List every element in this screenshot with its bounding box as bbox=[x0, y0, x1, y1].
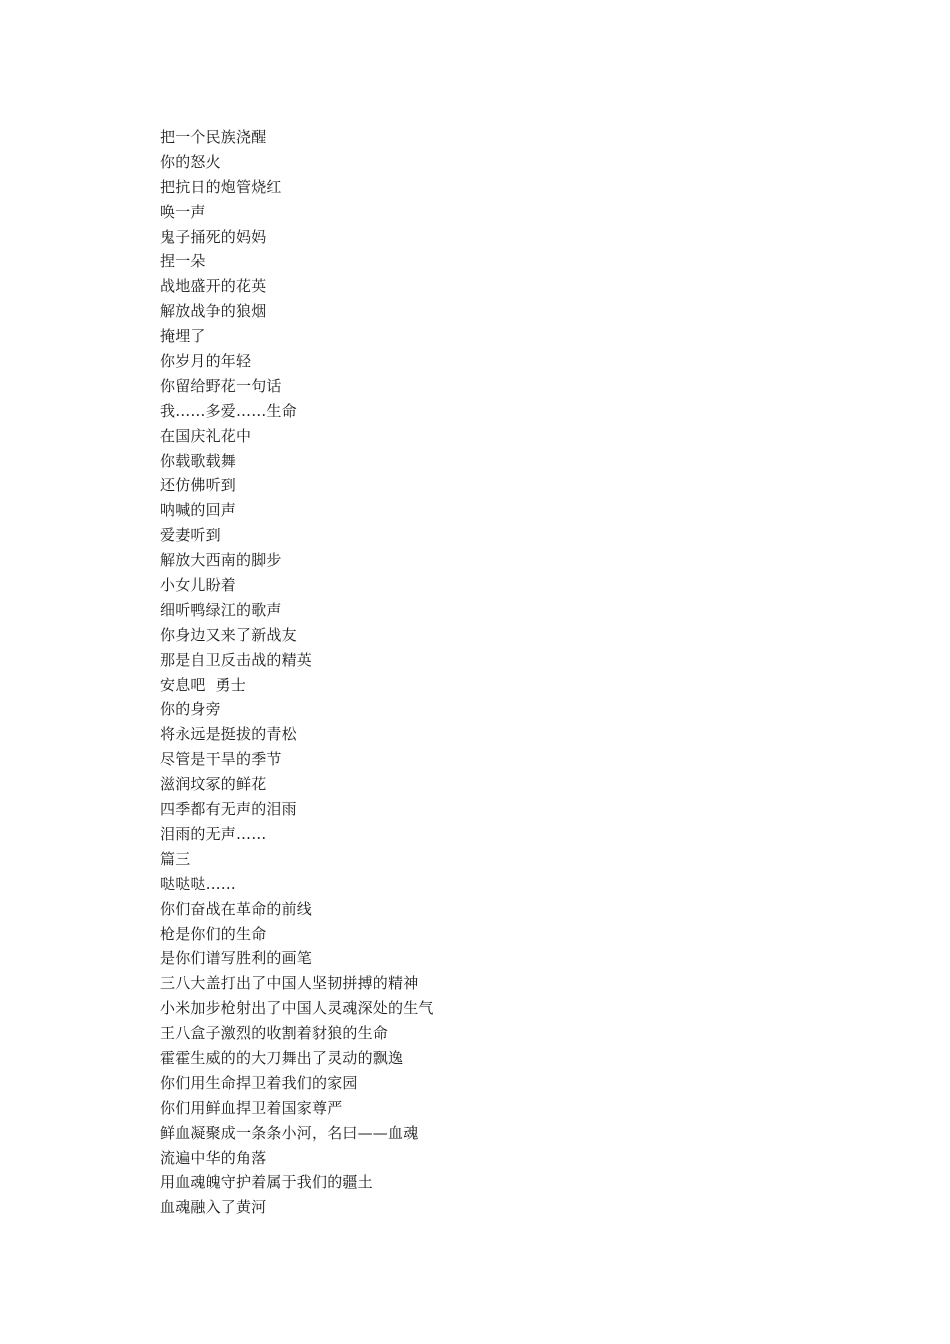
poem-line: 将永远是挺拔的青松 bbox=[160, 725, 297, 744]
poem-line: 在国庆礼花中 bbox=[160, 426, 252, 445]
poem-line: 你的怒火 bbox=[160, 152, 221, 171]
poem-line: 那是自卫反击战的精英 bbox=[160, 650, 313, 669]
poem-line: 用血魂魄守护着属于我们的疆土 bbox=[160, 1173, 373, 1192]
poem-line: 你们奋战在革命的前线 bbox=[160, 899, 313, 918]
poem-line: 三八大盖打出了中国人坚韧拼搏的精神 bbox=[160, 974, 419, 993]
poem-line: 你载歌载舞 bbox=[160, 451, 237, 470]
poem-line: 你的身旁 bbox=[160, 700, 221, 719]
poem-line: 唤一声 bbox=[160, 202, 206, 221]
poem-line: 你岁月的年轻 bbox=[160, 352, 252, 371]
poem-line: 我……多爱……生命 bbox=[160, 401, 297, 420]
poem-line: 把一个民族浇醒 bbox=[160, 128, 267, 146]
poem-line: 还仿佛听到 bbox=[160, 476, 237, 495]
poem-line: 四季都有无声的泪雨 bbox=[160, 800, 297, 819]
poem-line: 爱妻听到 bbox=[160, 526, 221, 545]
poem-line: 是你们谱写胜利的画笔 bbox=[160, 949, 313, 968]
poem-text bbox=[160, 125, 860, 1220]
poem-line: 你们用生命捍卫着我们的家园 bbox=[160, 1073, 358, 1092]
poem-line: 鬼子捅死的妈妈 bbox=[160, 227, 267, 246]
poem-line: 小女儿盼着 bbox=[160, 576, 237, 595]
poem-line: 王八盒子激烈的收割着豺狼的生命 bbox=[160, 1024, 389, 1043]
poem-line: 战地盛开的花英 bbox=[160, 277, 267, 296]
section-heading: 篇三 bbox=[160, 849, 191, 868]
poem-line: 你身边又来了新战友 bbox=[160, 625, 297, 644]
poem-line: 掩埋了 bbox=[160, 327, 206, 346]
poem-line: 解放战争的狼烟 bbox=[160, 302, 267, 321]
poem-line: 小米加步枪射出了中国人灵魂深处的生气 bbox=[160, 999, 434, 1018]
poem-line: 细听鸭绿江的歌声 bbox=[160, 600, 282, 619]
poem-line: 鲜血凝聚成一条条小河，名曰——血魂 bbox=[160, 1123, 419, 1142]
poem-line: 解放大西南的脚步 bbox=[160, 551, 282, 570]
poem-line: 尽管是干旱的季节 bbox=[160, 750, 282, 769]
poem-line: 把抗日的炮管烧红 bbox=[160, 177, 282, 196]
poem-line: 滋润坟冢的鲜花 bbox=[160, 775, 267, 794]
poem-line: 你们用鲜血捍卫着国家尊严 bbox=[160, 1098, 343, 1117]
poem-line: 流遍中华的角落 bbox=[160, 1148, 267, 1167]
poem-line: 哒哒哒…… bbox=[160, 874, 237, 893]
poem-line: 捏一朵 bbox=[160, 252, 206, 271]
poem-line: 枪是你们的生命 bbox=[160, 924, 267, 943]
poem-line: 安息吧 勇士 bbox=[160, 675, 246, 694]
poem-line: 血魂融入了黄河 bbox=[160, 1198, 267, 1217]
poem-line: 你留给野花一句话 bbox=[160, 376, 282, 395]
poem-line: 霍霍生威的的大刀舞出了灵动的飘逸 bbox=[160, 1048, 404, 1067]
poem-line: 泪雨的无声…… bbox=[160, 824, 267, 843]
poem-line: 呐喊的回声 bbox=[160, 501, 237, 520]
